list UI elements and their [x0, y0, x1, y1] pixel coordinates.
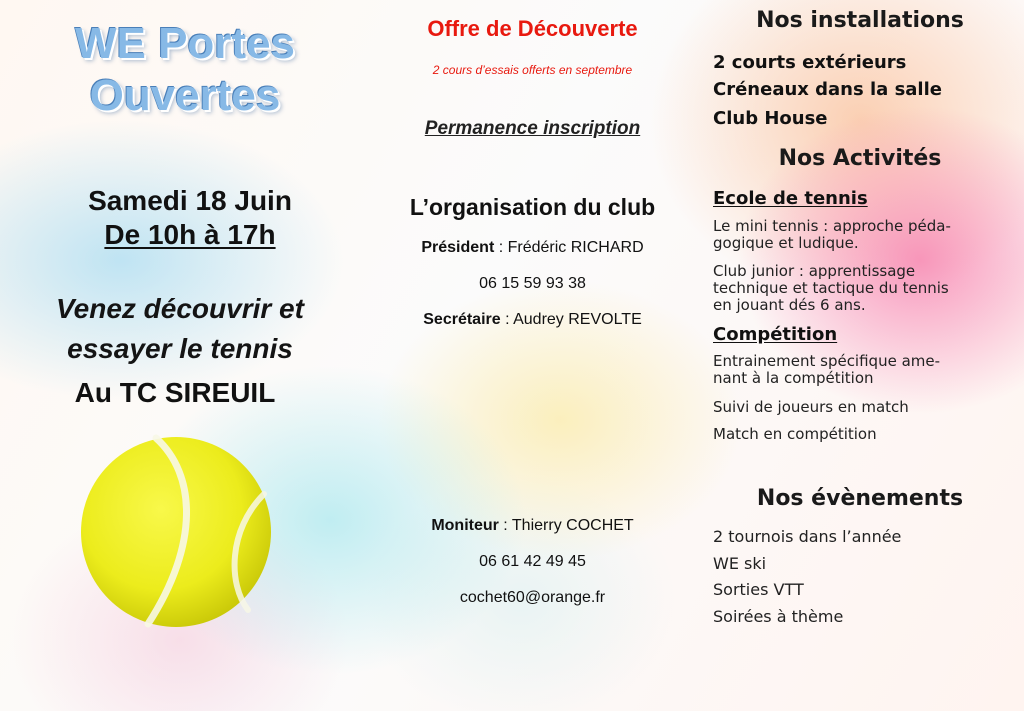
club-name: Au TC SIREUIL [74, 377, 276, 408]
event-hours: De 10h à 17h [104, 219, 276, 250]
event-title-line1: WE Portes [74, 19, 296, 68]
coach-label: Moniteur [431, 517, 499, 534]
invite-line-2: essayer le tennis [67, 333, 293, 364]
competition-text-followup: Suivi de joueurs en match [713, 398, 909, 416]
competition-text-training: Entrainement spécifique ame- nant à la compétition [713, 352, 941, 387]
activities-heading: Nos Activités [778, 146, 942, 171]
invite-line-1: Venez découvrir et [56, 293, 304, 324]
permanence-heading: Permanence inscription [424, 118, 641, 139]
event-item: WE ski [713, 554, 767, 573]
offer-subtitle: 2 cours d’essais offerts en septembre [432, 63, 633, 77]
tennis-ball-icon [78, 434, 274, 630]
president-label: Président [421, 239, 495, 256]
event-title-line2: Ouvertes [89, 71, 281, 120]
installation-item: 2 courts extérieurs [713, 52, 907, 73]
coach-line [380, 517, 685, 535]
school-heading: Ecole de tennis [713, 188, 868, 209]
coach-name: : Thierry COCHET [498, 517, 634, 534]
installation-item: Créneaux dans la salle [713, 79, 942, 100]
offer-title: Offre de Découverte [427, 16, 638, 41]
event-item: 2 tournois dans l’année [713, 527, 902, 546]
event-item: Sorties VTT [713, 580, 804, 599]
school-text-junior: Club junior : apprentissage technique et tactique du tennis en jouant dés 6 ans. [713, 262, 949, 314]
president-name: : Frédéric RICHARD [494, 239, 644, 256]
secretary-name: : Audrey REVOLTE [500, 311, 642, 328]
competition-text-match: Match en compétition [713, 425, 877, 443]
organisation-heading: L’organisation du club [409, 194, 656, 220]
event-title [0, 18, 370, 122]
secretary-label: Secrétaire [423, 311, 501, 328]
coach-email: cochet60@orange.fr [459, 589, 606, 606]
installations-heading: Nos installations [756, 8, 964, 33]
event-item: Soirées à thème [713, 607, 844, 626]
event-date: Samedi 18 Juin [88, 185, 292, 216]
president-line [380, 239, 685, 257]
events-heading: Nos évènements [756, 486, 964, 511]
installation-item: Club House [713, 108, 828, 129]
coach-phone: 06 61 42 49 45 [479, 553, 586, 570]
school-text-mini: Le mini tennis : approche péda- gogique et ludique. [713, 217, 951, 252]
secretary-line [380, 311, 685, 329]
president-phone: 06 15 59 93 38 [479, 275, 586, 292]
competition-heading: Compétition [713, 324, 838, 345]
